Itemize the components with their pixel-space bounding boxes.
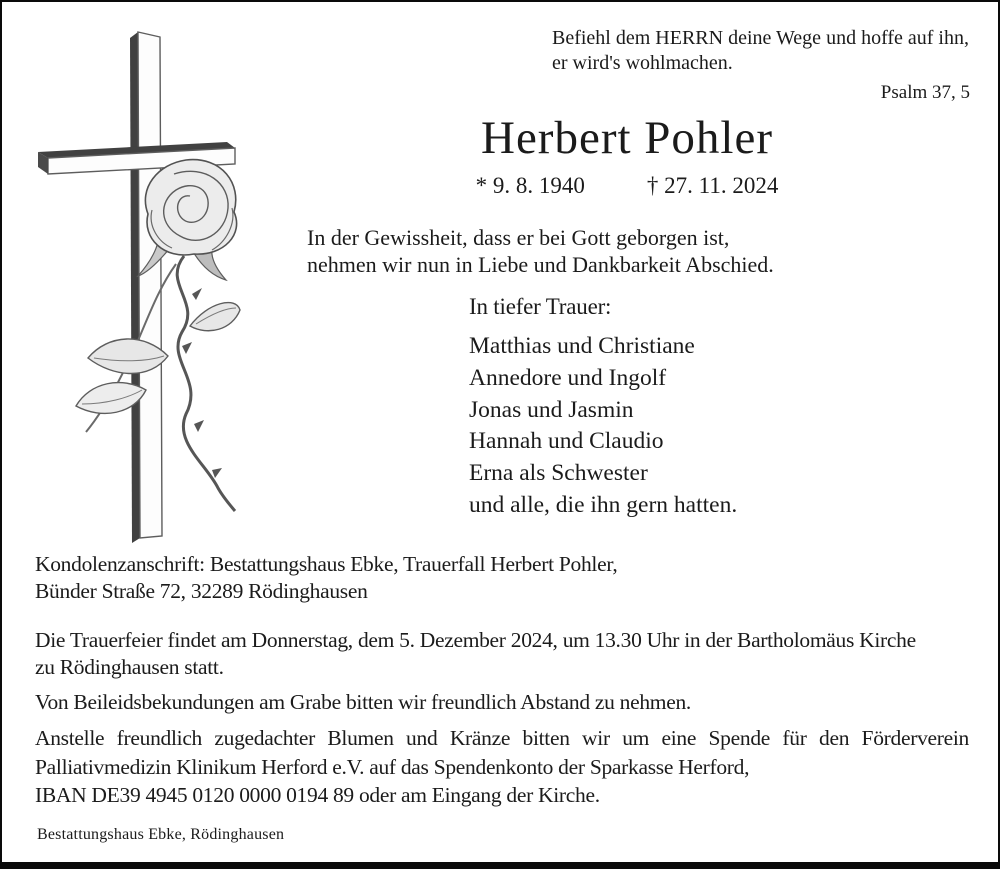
cross-rose-illustration (26, 24, 242, 546)
service-line-1: Die Trauerfeier findet am Donnerstag, dem 5. Dezember 2024, um 13.30 Uhr in der Bartholomäus Kirche (35, 628, 916, 652)
mourner-name: Annedore und Ingolf (469, 364, 667, 391)
mourner-name: und alle, die ihn gern hatten. (469, 491, 738, 518)
funeral-home-footer: Bestattungshaus Ebke, Rödinghausen (37, 826, 285, 843)
mourning-heading: In tiefer Trauer: (469, 294, 612, 319)
donation-line-1: Anstelle freundlich zugedachter Blumen und Kränze bitten wir um eine Spende für den Förderverein (35, 726, 969, 750)
donation-line-3: IBAN DE39 4945 0120 0000 0194 89 oder am Eingang der Kirche. (35, 783, 600, 807)
graveside-note: Von Beileidsbekundungen am Grabe bitten wir freundlich Abstand zu nehmen. (35, 690, 691, 714)
life-dates (302, 173, 952, 199)
scripture-line-1: Befiehl dem HERRN deine Wege und hoffe auf ihn, (552, 27, 969, 49)
donation-line-2: Palliativmedizin Klinikum Herford e.V. auf das Spendenkonto der Sparkasse Herford, (35, 754, 750, 779)
service-line-2: zu Rödinghausen statt. (35, 655, 224, 679)
mourners-list (469, 331, 737, 522)
mourner-name: Matthias und Christiane (469, 333, 695, 359)
mourner-name: Jonas und Jasmin (469, 396, 634, 423)
scripture-reference: Psalm 37, 5 (880, 82, 970, 103)
scripture-quote (552, 26, 970, 105)
mourner-name: Hannah und Claudio (469, 428, 664, 455)
birth-date: * 9. 8. 1940 (475, 173, 585, 198)
condolence-line-1: Kondolenzanschrift: Bestattungshaus Ebke, Trauerfall Herbert Pohler, (35, 552, 618, 576)
condolence-address (35, 551, 617, 604)
deceased-name: Herbert Pohler (481, 112, 773, 164)
intro-line-2: nehmen wir nun in Liebe und Dankbarkeit Abschied. (307, 252, 774, 277)
donation-request (35, 724, 969, 810)
scripture-line-2: er wird's wohlmachen. (552, 52, 733, 74)
intro-text (307, 224, 774, 278)
condolence-line-2: Bünder Straße 72, 32289 Rödinghausen (35, 578, 368, 603)
mourner-name: Erna als Schwester (469, 460, 648, 487)
death-date: † 27. 11. 2024 (646, 173, 779, 198)
service-info (35, 627, 969, 681)
intro-line-1: In der Gewissheit, dass er bei Gott geborgen ist, (307, 225, 730, 250)
